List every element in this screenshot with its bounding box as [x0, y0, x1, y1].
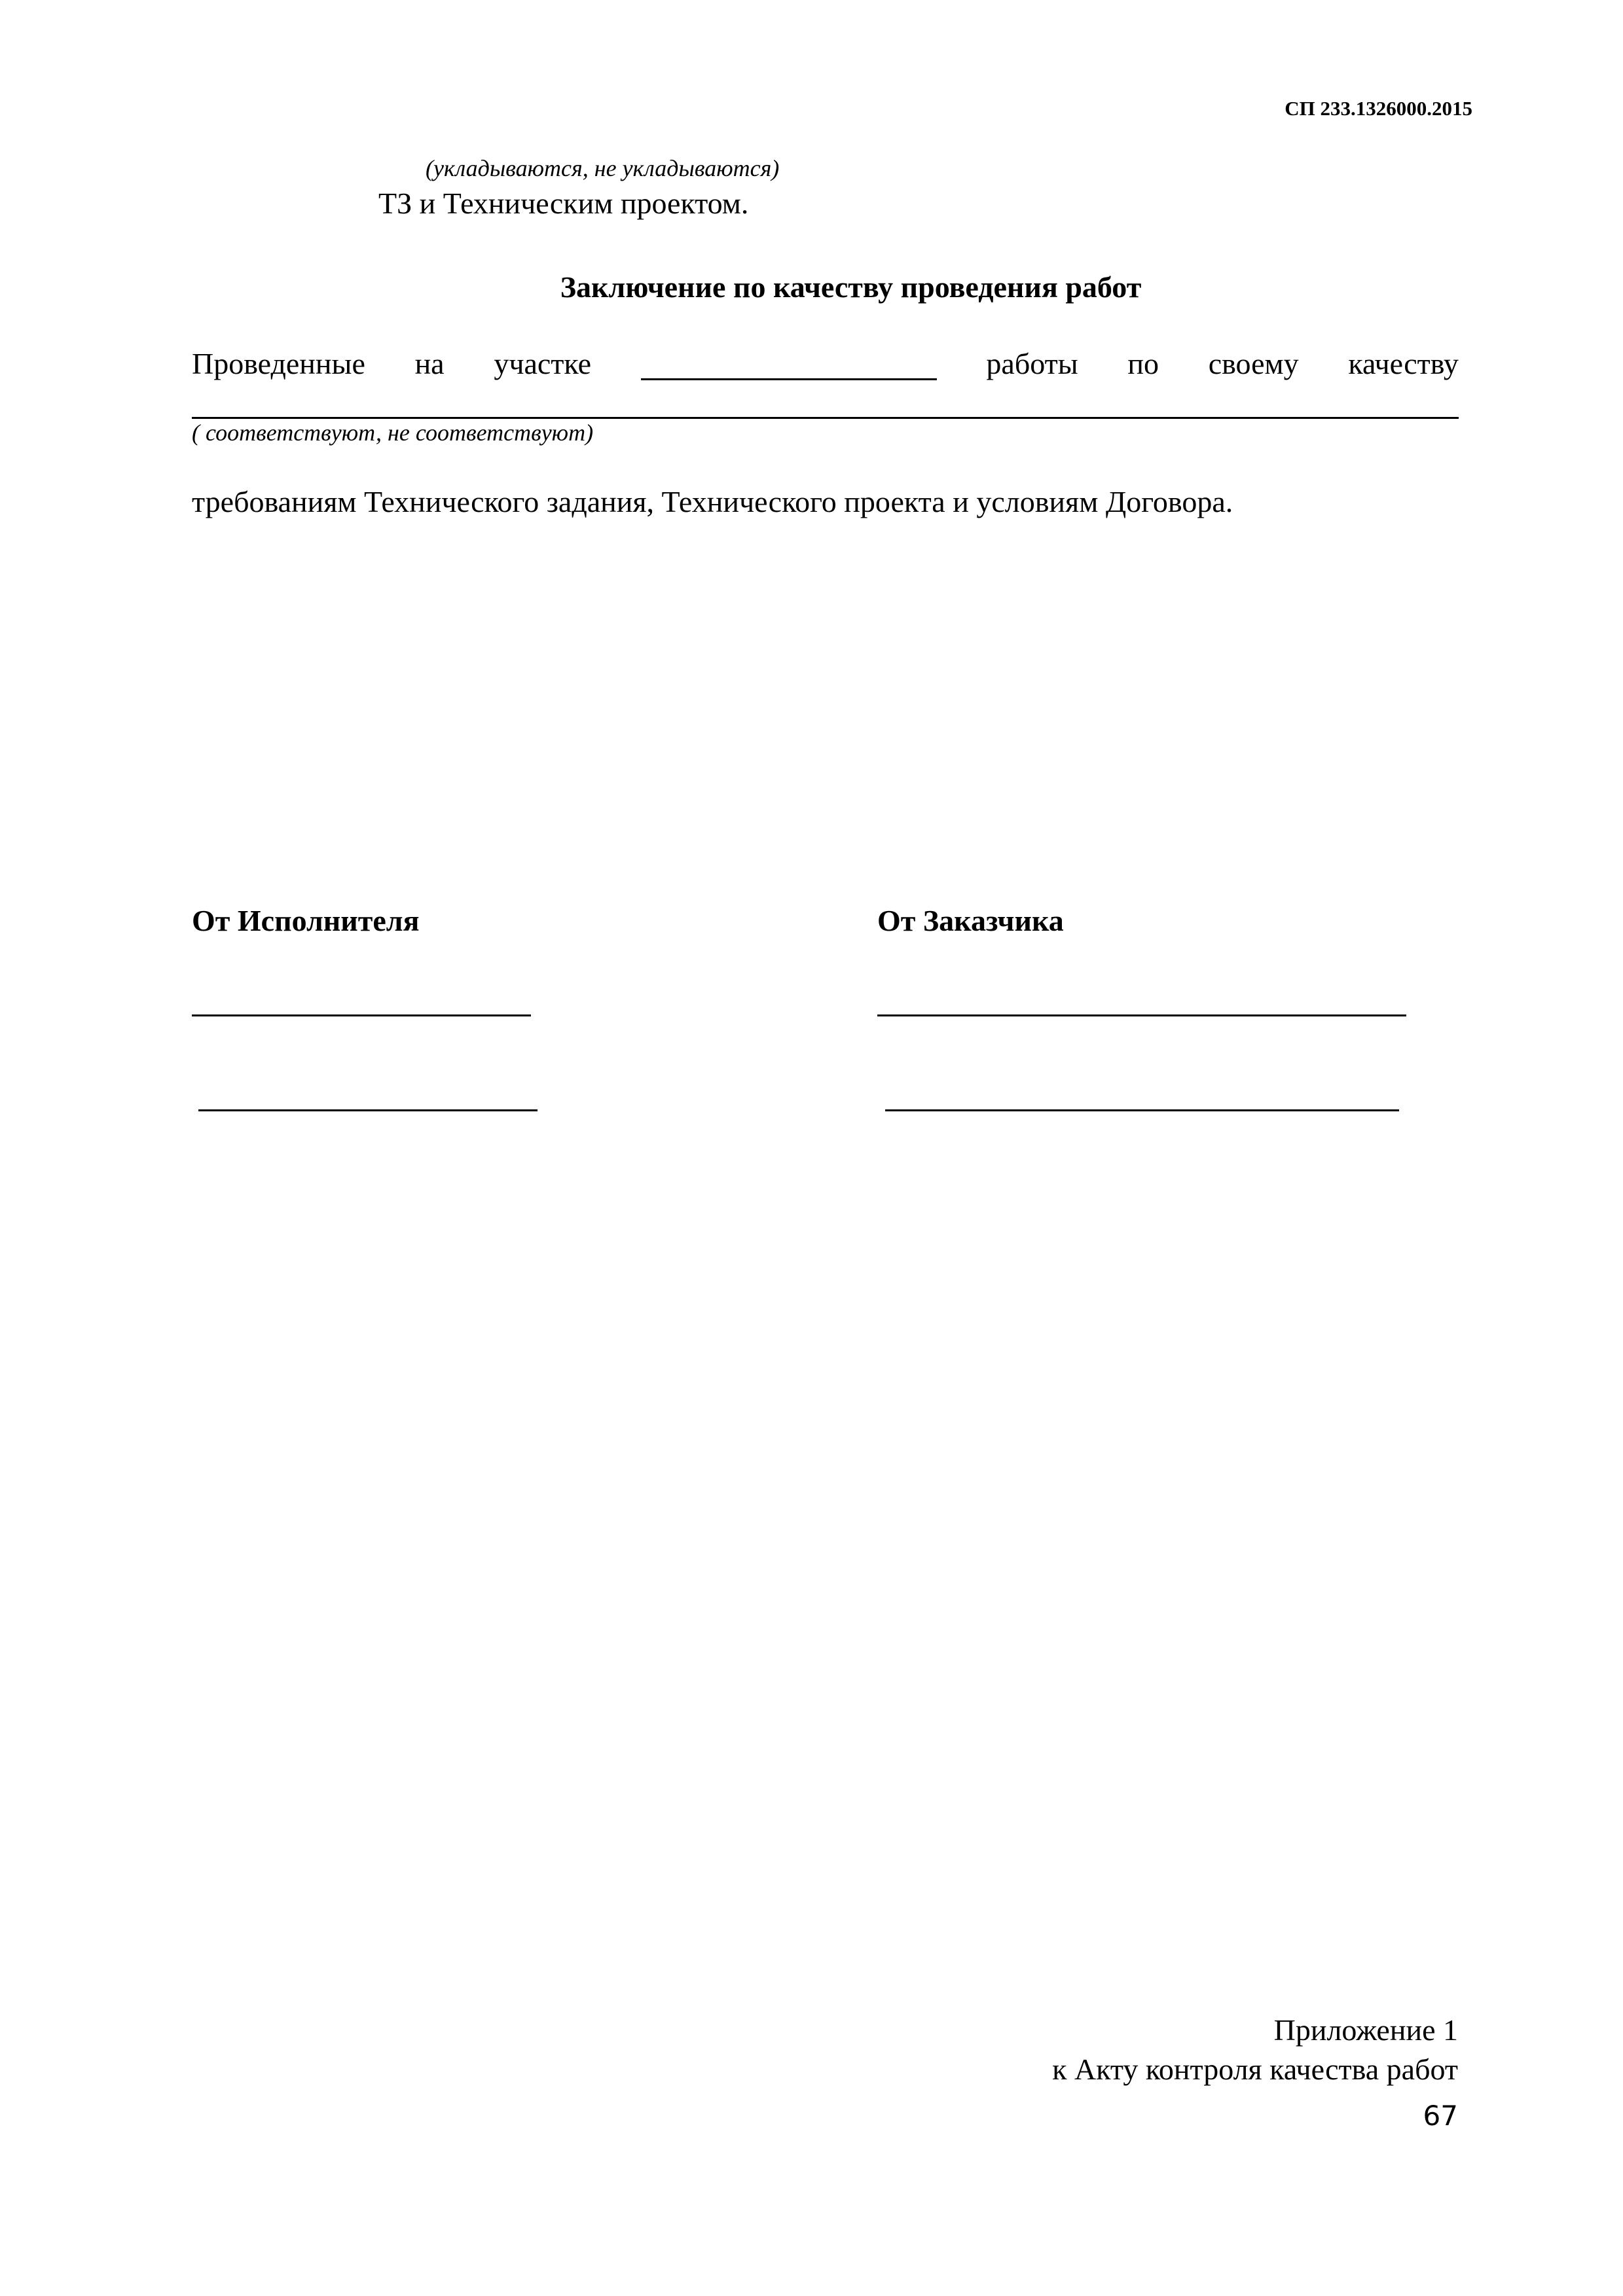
executor-signature-line[interactable] — [192, 1014, 531, 1016]
customer-name-line[interactable] — [885, 1109, 1399, 1111]
customer-signature-line[interactable] — [877, 1014, 1406, 1016]
appendix-line-1: Приложение 1 — [1273, 2013, 1458, 2047]
word-conducted: Проведенные — [192, 347, 365, 380]
fit-hint: (укладываются, не укладываются) — [426, 155, 780, 181]
executor-name-line[interactable] — [198, 1109, 538, 1111]
executor-label: От Исполнителя — [192, 904, 420, 937]
conclusion-title: Заключение по качеству проведения работ — [560, 270, 1142, 304]
requirements-line: требованиям Технического задания, Технического проекта и условиям Договора. — [192, 485, 1233, 518]
compliance-hint: ( соответствуют, не соответствуют) — [192, 420, 594, 446]
customer-label: От Заказчика — [877, 904, 1064, 937]
conclusion-sentence — [192, 342, 1459, 381]
fit-line: ТЗ и Техническим проектом. — [378, 187, 749, 220]
document-code: СП 233.1326000.2015 — [1285, 97, 1472, 120]
word-works: работы — [986, 347, 1078, 380]
word-by: по — [1127, 347, 1159, 380]
word-its: своему — [1208, 347, 1299, 380]
appendix-line-2: к Акту контроля качества работ — [1052, 2053, 1458, 2086]
word-on: на — [414, 347, 445, 380]
appendix-note — [1052, 2011, 1458, 2089]
page-number: 67 — [1423, 2100, 1458, 2132]
section-blank-field[interactable] — [641, 348, 937, 380]
word-quality: качеству — [1348, 347, 1459, 380]
word-section: участке — [494, 347, 592, 380]
